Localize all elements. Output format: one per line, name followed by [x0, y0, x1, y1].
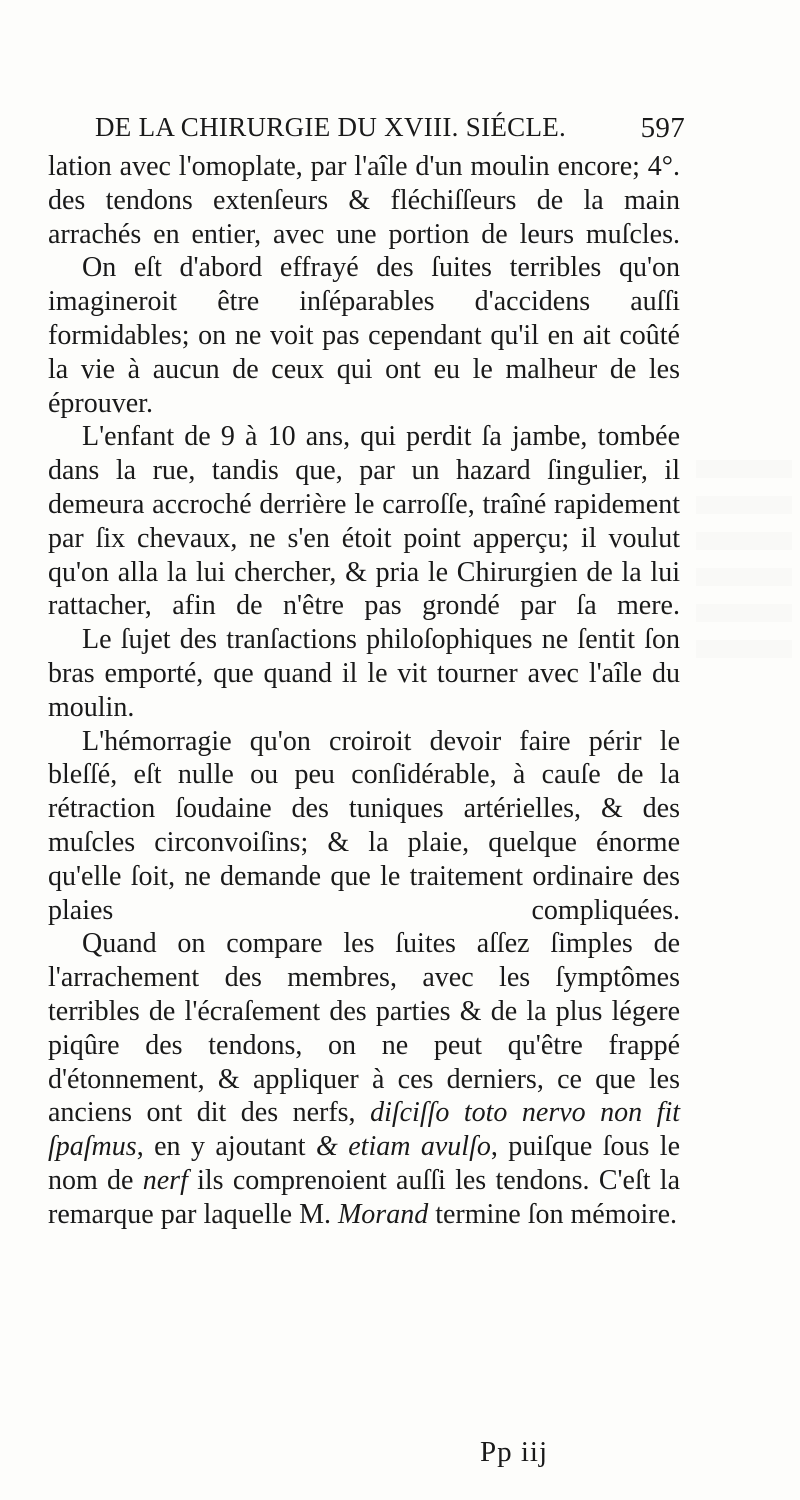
signature-mark: Pp iij: [480, 1436, 549, 1468]
latin-addition: & etiam avulſo: [316, 1131, 491, 1163]
paragraph-transactions: Le ſujet des tranſactions philoſophiques ne ſentit ſon bras emporté, que quand il le vit tourner avec l'aîle du moulin.: [48, 624, 680, 723]
comparison-text-d: ils comprenoient auſſi les tendons. C'eſt la remarque par laquelle M.: [48, 1164, 680, 1230]
paragraph-effects: On eſt d'abord effrayé des ſuites terribles qu'on imagineroit être inſéparables d'accidens auſſi formidables; on ne voit pas cependant qu'il en ait coûté la vie à aucun de ceux qui ont eu le malheur de les éprouver.: [48, 252, 680, 419]
page-number: 597: [640, 112, 685, 144]
paragraph-continuation: lation avec l'omoplate, par l'aîle d'un moulin encore; 4°. des tendons extenſeurs & fléchiſſeurs de la main arrachés en entier, avec une portion de leurs muſcles.: [48, 151, 680, 250]
comparison-text-e: termine ſon mémoire.: [435, 1198, 678, 1230]
comparison-text-b: , en y ajoutant: [136, 1131, 306, 1163]
show-through-bleed: [696, 460, 792, 670]
paragraph-comparison: [48, 927, 680, 1231]
paragraph-hemorrhage: L'hémorragie qu'on croiroit devoir faire périr le bleſſé, eſt nulle ou peu conſidérable, à cauſe de la rétraction ſoudaine des tuniques artérielles, & des muſcles circonvoiſins; & la plaie, quelque énorme qu'elle ſoit, ne demande que le traitement ordinaire des plaies compliquées.: [48, 725, 680, 926]
latin-quote: diſciſſo toto nervo non fit ſpaſmus: [48, 1097, 681, 1163]
running-header: [95, 112, 685, 152]
paragraph-child-case: L'enfant de 9 à 10 ans, qui perdit ſa jambe, tombée dans la rue, tandis que, par un hazard ſingulier, il demeura accroché derrière le carroſſe, traîné rapidement par ſix chevaux, ne s'en étoit point apperçu; il voulut qu'on alla la lui chercher, & pria le Chirurgien de la lui rattacher, afin de n'être pas grondé par ſa mere.: [48, 421, 680, 622]
comparison-text-a: Quand on compare les ſuites aſſez ſimples de l'arrachement des membres, avec les ſymptômes terribles de l'écraſement des parties & de la plus légere piqûre des tendons, on ne peut qu'être frappé d'étonnement, & appliquer à ces derniers, ce que les anciens ont dit des nerfs,: [48, 928, 680, 1129]
author-morand: Morand: [337, 1198, 429, 1230]
comparison-text-c: , puiſque ſous le nom de: [48, 1131, 681, 1196]
running-title: DE LA CHIRURGIE DU XVIII. SIÉCLE.: [95, 112, 567, 142]
body-text: [48, 150, 680, 1232]
term-nerf: nerf: [142, 1164, 188, 1196]
